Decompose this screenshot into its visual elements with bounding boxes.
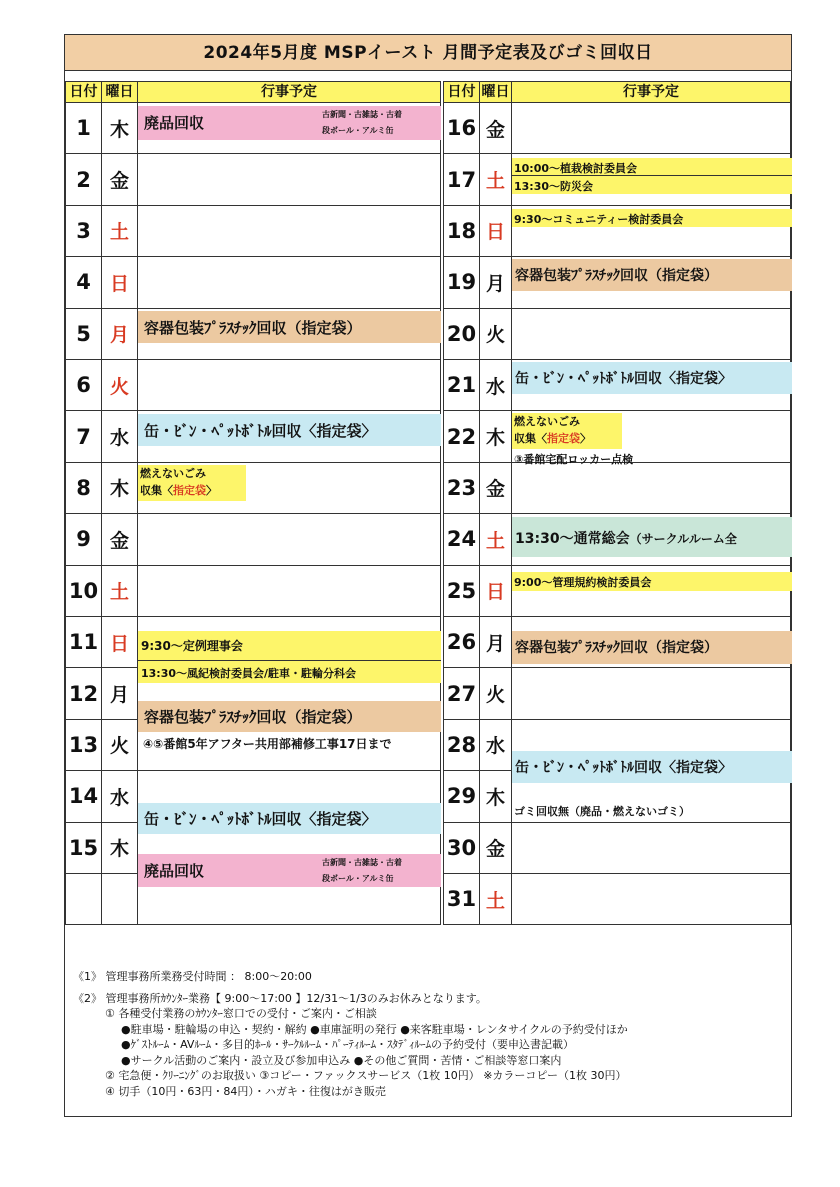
event-plastic (512, 631, 792, 664)
event-label: 缶・ﾋﾞﾝ・ﾍﾟｯﾄﾎﾞﾄﾙ回収〈指定袋〉 (144, 422, 377, 440)
weekday: 月 (480, 257, 512, 307)
right-header (443, 81, 791, 103)
event-can (512, 751, 792, 783)
weekday (102, 874, 138, 924)
event-text: （サークルルーム全 (629, 532, 737, 546)
event-sub: 段ボール・アルミ缶 (322, 874, 394, 883)
day-number: 1 (66, 103, 102, 153)
day-number: 4 (66, 257, 102, 307)
header-weekday: 曜日 (480, 82, 512, 102)
event-note: ③番館宅配ロッカー点検 (514, 453, 634, 466)
event-sub: 古新聞・古雑誌・古着 (322, 858, 402, 867)
event-can (138, 414, 441, 446)
day-number: 3 (66, 206, 102, 256)
weekday: 木 (102, 463, 138, 513)
event-plastic (512, 259, 792, 291)
event-label: 13:30～風紀検討委員会/駐車・駐輪分科会 (141, 667, 357, 680)
weekday: 日 (102, 257, 138, 307)
event-haihin (138, 854, 441, 887)
event-text: 13:30～通常総会 (515, 531, 630, 547)
event-d11a (138, 631, 441, 661)
weekday: 金 (480, 463, 512, 513)
event-note: ゴミ回収無（廃品・燃えないゴミ） (514, 805, 690, 818)
day-number: 5 (66, 309, 102, 359)
event-label: 容器包装ﾌﾟﾗｽﾁｯｸ回収（指定袋） (515, 640, 718, 656)
header-date: 日付 (66, 82, 102, 102)
day-number: 25 (444, 566, 480, 616)
event-label: 廃品回収 (144, 862, 205, 880)
weekday: 木 (480, 771, 512, 821)
weekday: 火 (480, 668, 512, 718)
event-label: 燃えないごみ (514, 415, 580, 428)
calendar-row (443, 668, 791, 719)
day-number: 18 (444, 206, 480, 256)
calendar-row (65, 514, 441, 565)
event-label: 缶・ﾋﾞﾝ・ﾍﾟｯﾄﾎﾞﾄﾙ回収〈指定袋〉 (515, 760, 732, 776)
event-label (138, 482, 246, 499)
weekday: 土 (480, 154, 512, 204)
event-label: 容器包装ﾌﾟﾗｽﾁｯｸ回収（指定袋） (144, 708, 362, 726)
day-number: 28 (444, 720, 480, 770)
weekday: 日 (480, 206, 512, 256)
header-events: 行事予定 (261, 84, 317, 100)
event-can (512, 362, 792, 394)
event-text: 〉 (580, 432, 591, 445)
note-line: ●サークル活動のご案内・設立及び参加申込み ●その他ご質問・苦情・ご相談等窓口案内 (121, 1053, 562, 1067)
weekday: 月 (102, 309, 138, 359)
weekday: 日 (102, 617, 138, 667)
note-line: 《1》 管理事務所業務受付時間 ： 8:00～20:00 (73, 970, 312, 983)
day-number: 30 (444, 823, 480, 873)
event-moenai (138, 465, 246, 501)
event-plastic (138, 701, 441, 732)
note-line: ② 宅急便・ｸﾘｰﾆﾝｸﾞのお取扱い ③コピー・ファックスサービス（1枚 10円） ※カラーコピー（1枚 30円） (105, 1069, 627, 1082)
note-line: 《2》 管理事務所ｶｳﾝﾀｰ業務【 9:00～17:00 】12/31～1/3のみお休みとなります。 (73, 991, 487, 1005)
calendar-row (65, 360, 441, 411)
event-d25 (512, 572, 792, 591)
weekday: 火 (102, 720, 138, 770)
day-number: 29 (444, 771, 480, 821)
event-label: 缶・ﾋﾞﾝ・ﾍﾟｯﾄﾎﾞﾄﾙ回収〈指定袋〉 (515, 371, 732, 387)
event-sub: 古新聞・古雑誌・古着 (322, 110, 402, 119)
day-number: 13 (66, 720, 102, 770)
event-label: 9:00～管理規約検討委員会 (514, 576, 652, 589)
day-number: 10 (66, 566, 102, 616)
event-d17b (512, 176, 792, 194)
event-d17a (512, 158, 792, 176)
day-number: 23 (444, 463, 480, 513)
weekday: 水 (102, 411, 138, 461)
event-d18 (512, 209, 792, 227)
event-text: 〉 (206, 484, 217, 497)
event-label: 容器包装ﾌﾟﾗｽﾁｯｸ回収（指定袋） (515, 268, 718, 284)
day-number: 22 (444, 411, 480, 461)
calendar-row (65, 566, 441, 617)
event-haihin (138, 106, 441, 140)
event-label (515, 528, 737, 548)
weekday: 木 (480, 411, 512, 461)
day-number: 7 (66, 411, 102, 461)
event-label (512, 430, 622, 447)
event-sub: 段ボール・アルミ缶 (322, 126, 394, 135)
event-label: 容器包装ﾌﾟﾗｽﾁｯｸ回収（指定袋） (144, 319, 362, 337)
event-label: 9:30～定例理事会 (141, 639, 243, 653)
day-number: 21 (444, 360, 480, 410)
calendar-row (65, 154, 441, 205)
day-number: 26 (444, 617, 480, 667)
calendar-row (443, 463, 791, 514)
event-text: 指定袋 (547, 432, 580, 445)
weekday: 土 (480, 514, 512, 564)
calendar-row (65, 257, 441, 308)
calendar-row (443, 309, 791, 360)
day-number: 19 (444, 257, 480, 307)
calendar-row (443, 103, 791, 154)
event-label: 9:30～コミュニティー検討委員会 (514, 213, 684, 226)
day-number: 20 (444, 309, 480, 359)
note-line: ① 各種受付業務のｶｳﾝﾀｰ窓口での受付・ご案内・ご相談 (105, 1007, 377, 1020)
notes-section (73, 969, 628, 1099)
header-weekday: 曜日 (102, 82, 138, 102)
day-number: 15 (66, 823, 102, 873)
event-note: ④⑤番館5年アフター共用部補修工事17日まで (143, 737, 392, 751)
left-header (65, 81, 441, 103)
event-text: 指定袋 (173, 484, 206, 497)
weekday: 月 (480, 617, 512, 667)
schedule-sheet (64, 34, 792, 1117)
day-number: 17 (444, 154, 480, 204)
note-line: ④ 切手（10円・63円・84円）・ハガキ・往復はがき販売 (105, 1084, 386, 1098)
day-number: 6 (66, 360, 102, 410)
weekday: 水 (102, 771, 138, 821)
event-d24 (512, 517, 792, 557)
day-number: 11 (66, 617, 102, 667)
day-number (66, 874, 102, 924)
day-number: 9 (66, 514, 102, 564)
event-label: 缶・ﾋﾞﾝ・ﾍﾟｯﾄﾎﾞﾄﾙ回収〈指定袋〉 (144, 810, 377, 828)
weekday: 土 (102, 566, 138, 616)
event-plastic (138, 311, 441, 343)
weekday: 木 (102, 103, 138, 153)
event-label: 廃品回収 (144, 114, 205, 132)
header-events: 行事予定 (623, 84, 679, 100)
weekday: 水 (480, 720, 512, 770)
day-number: 24 (444, 514, 480, 564)
calendar-row (443, 874, 791, 925)
day-number: 8 (66, 463, 102, 513)
calendar-row (65, 206, 441, 257)
day-number: 12 (66, 668, 102, 718)
calendar-row (443, 823, 791, 874)
weekday: 火 (102, 360, 138, 410)
weekday: 水 (480, 360, 512, 410)
note-line: ●ｹﾞｽﾄﾙｰﾑ・AVﾙｰﾑ・多目的ﾎｰﾙ・ｻｰｸﾙﾙｰﾑ・ﾊﾟｰﾃｨﾙｰﾑ・ｽﾀﾃﾞｨﾙｰﾑの予約受付（要申込書記載） (121, 1038, 574, 1051)
day-number: 27 (444, 668, 480, 718)
calendar-row (65, 463, 441, 514)
day-number: 2 (66, 154, 102, 204)
note-line: ●駐車場・駐輪場の申込・契約・解約 ●車庫証明の発行 ●来客駐車場・レンタサイクルの予約受付ほか (121, 1022, 628, 1036)
event-moenai (512, 413, 622, 449)
event-text: 収集〈 (140, 484, 173, 497)
day-number: 31 (444, 874, 480, 924)
event-d11b (138, 661, 441, 683)
page-title: 2024年5月度 MSPイースト 月間予定表及びゴミ回収日 (65, 35, 791, 71)
header-date: 日付 (444, 82, 480, 102)
event-label: 燃えないごみ (140, 467, 206, 480)
weekday: 土 (480, 874, 512, 924)
weekday: 月 (102, 668, 138, 718)
weekday: 土 (102, 206, 138, 256)
event-text: 収集〈 (514, 432, 547, 445)
event-label: 13:30～防災会 (514, 180, 594, 193)
weekday: 日 (480, 566, 512, 616)
event-label: 10:00～植栽検討委員会 (514, 162, 638, 175)
event-can (138, 803, 441, 834)
weekday: 金 (102, 154, 138, 204)
day-number: 16 (444, 103, 480, 153)
weekday: 金 (102, 514, 138, 564)
weekday: 木 (102, 823, 138, 873)
weekday: 金 (480, 823, 512, 873)
weekday: 金 (480, 103, 512, 153)
day-number: 14 (66, 771, 102, 821)
weekday: 火 (480, 309, 512, 359)
